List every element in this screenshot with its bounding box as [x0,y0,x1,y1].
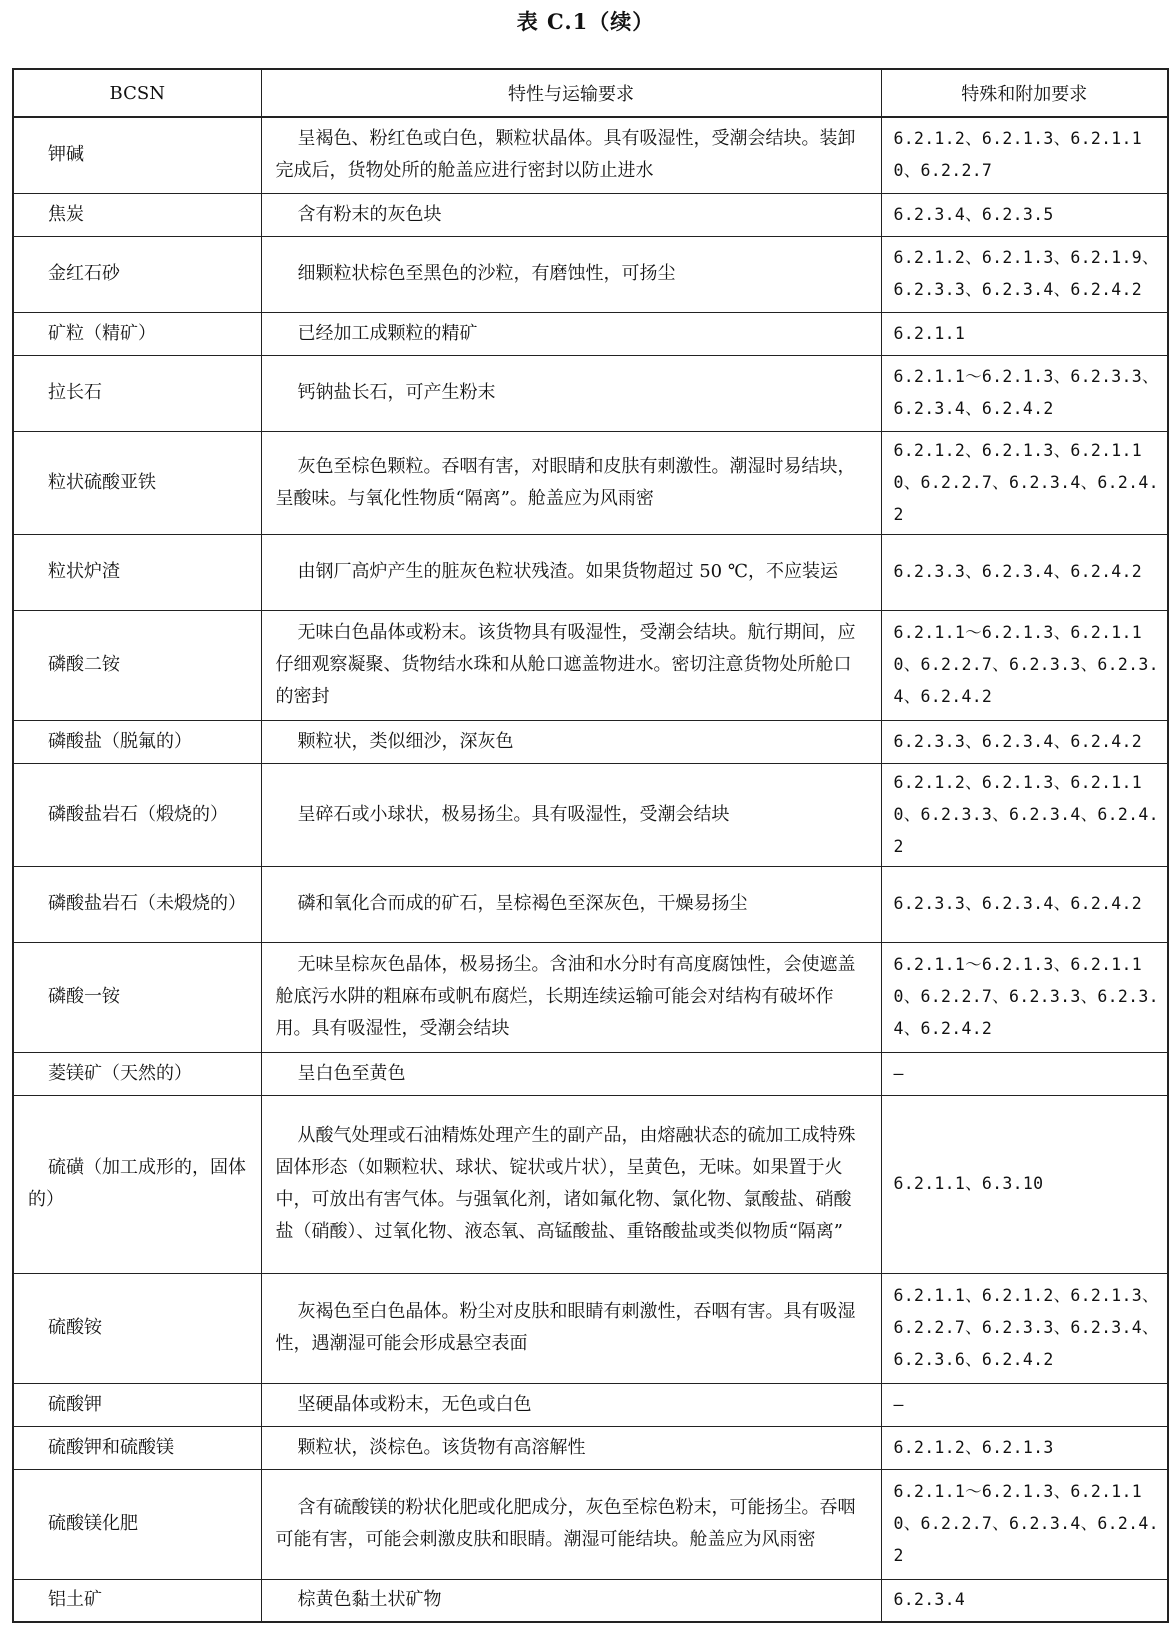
bcsn-name-cell: 硫磺（加工成形的，固体的） [13,1095,261,1273]
table-row [13,1273,1168,1383]
properties-cell: 呈白色至黄色 [261,1052,881,1095]
table-row [13,312,1168,355]
bcsn-name-cell: 硫酸钾和硫酸镁 [13,1426,261,1469]
header-properties: 特性与运输要求 [261,69,881,117]
properties-cell: 灰色至棕色颗粒。吞咽有害，对眼睛和皮肤有刺激性。潮湿时易结块，呈酸味。与氧化性物质“隔离”。舱盖应为风雨密 [261,431,881,534]
properties-cell: 无味白色晶体或粉末。该货物具有吸湿性，受潮会结块。航行期间，应仔细观察凝聚、货物结水珠和从舱口遮盖物进水。密切注意货物处所舱口的密封 [261,610,881,720]
requirements-cell: 6.2.3.4 [881,1579,1168,1622]
properties-cell: 从酸气处理或石油精炼处理产生的副产品，由熔融状态的硫加工成特殊固体形态（如颗粒状、球状、锭状或片状），呈黄色，无味。如果置于火中，可放出有害气体。与强氧化剂，诸如氟化物、氯化物、氯酸盐、硝酸盐（硝酸）、过氧化物、液态氧、高锰酸盐、重铬酸盐或类似物质“隔离” [261,1095,881,1273]
requirements-cell: 6.2.1.1 [881,312,1168,355]
bcsn-name-cell: 磷酸二铵 [13,610,261,720]
requirements-cell: 6.2.1.1～6.2.1.3、6.2.1.10、6.2.2.7、6.2.3.3、6.2.3.4、6.2.4.2 [881,610,1168,720]
table-body [13,117,1168,1622]
table-row [13,534,1168,610]
header-row [13,69,1168,117]
properties-cell: 磷和氧化合而成的矿石，呈棕褐色至深灰色，干燥易扬尘 [261,866,881,942]
properties-cell: 灰褐色至白色晶体。粉尘对皮肤和眼睛有刺激性，吞咽有害。具有吸湿性，遇潮湿可能会形成悬空表面 [261,1273,881,1383]
bcsn-name-cell: 粒状硫酸亚铁 [13,431,261,534]
requirements-cell: 6.2.3.4、6.2.3.5 [881,193,1168,236]
table-row [13,1383,1168,1426]
properties-cell: 颗粒状，淡棕色。该货物有高溶解性 [261,1426,881,1469]
bcsn-name-cell: 磷酸盐（脱氟的） [13,720,261,763]
requirements-cell: 6.2.1.2、6.2.1.3、6.2.1.10、6.2.3.3、6.2.3.4、6.2.4.2 [881,763,1168,866]
table-row [13,1469,1168,1579]
table-row [13,1579,1168,1622]
table-row [13,117,1168,193]
header-bcsn: BCSN [13,69,261,117]
bcsn-name-cell: 拉长石 [13,355,261,431]
bcsn-name-cell: 矿粒（精矿） [13,312,261,355]
bcsn-name-cell: 硫酸钾 [13,1383,261,1426]
table-row [13,763,1168,866]
header-requirements: 特殊和附加要求 [881,69,1168,117]
table-row [13,193,1168,236]
bcsn-name-cell: 硫酸镁化肥 [13,1469,261,1579]
table-row [13,431,1168,534]
properties-cell: 含有粉末的灰色块 [261,193,881,236]
bcsn-name-cell: 硫酸铵 [13,1273,261,1383]
requirements-cell: — [881,1383,1168,1426]
requirements-cell: 6.2.3.3、6.2.3.4、6.2.4.2 [881,866,1168,942]
bcsn-name-cell: 粒状炉渣 [13,534,261,610]
bcsn-name-cell: 金红石砂 [13,236,261,312]
table-title: 表 C.1（续） [516,9,655,34]
properties-cell: 无味呈棕灰色晶体，极易扬尘。含油和水分时有高度腐蚀性，会使遮盖舱底污水阱的粗麻布或帆布腐烂，长期连续运输可能会对结构有破坏作用。具有吸湿性，受潮会结块 [261,942,881,1052]
table-row [13,1095,1168,1273]
table-row [13,866,1168,942]
properties-cell: 呈碎石或小球状，极易扬尘。具有吸湿性，受潮会结块 [261,763,881,866]
requirements-cell: 6.2.1.1～6.2.1.3、6.2.3.3、6.2.3.4、6.2.4.2 [881,355,1168,431]
requirements-cell: 6.2.3.3、6.2.3.4、6.2.4.2 [881,534,1168,610]
requirements-cell: 6.2.1.1、6.3.10 [881,1095,1168,1273]
table-row [13,610,1168,720]
table-row [13,1052,1168,1095]
requirements-cell: 6.2.1.2、6.2.1.3、6.2.1.10、6.2.2.7 [881,117,1168,193]
bcsn-name-cell: 钾碱 [13,117,261,193]
bcsn-name-cell: 磷酸盐岩石（未煅烧的） [13,866,261,942]
requirements-cell: 6.2.1.1、6.2.1.2、6.2.1.3、6.2.2.7、6.2.3.3、6.2.3.4、6.2.3.6、6.2.4.2 [881,1273,1168,1383]
bcsn-name-cell: 磷酸一铵 [13,942,261,1052]
bcsn-name-cell: 菱镁矿（天然的） [13,1052,261,1095]
requirements-cell: 6.2.1.2、6.2.1.3、6.2.1.9、6.2.3.3、6.2.3.4、6.2.4.2 [881,236,1168,312]
requirements-cell: — [881,1052,1168,1095]
table-row [13,1426,1168,1469]
bcsn-name-cell: 铝土矿 [13,1579,261,1622]
properties-cell: 棕黄色黏土状矿物 [261,1579,881,1622]
properties-cell: 颗粒状，类似细沙，深灰色 [261,720,881,763]
table-row [13,355,1168,431]
requirements-cell: 6.2.1.2、6.2.1.3、6.2.1.10、6.2.2.7、6.2.3.4、6.2.4.2 [881,431,1168,534]
bcsn-table [12,68,1169,1623]
table-row [13,236,1168,312]
properties-cell: 含有硫酸镁的粉状化肥或化肥成分，灰色至棕色粉末，可能扬尘。吞咽可能有害，可能会刺激皮肤和眼睛。潮湿可能结块。舱盖应为风雨密 [261,1469,881,1579]
properties-cell: 坚硬晶体或粉末，无色或白色 [261,1383,881,1426]
bcsn-name-cell: 焦炭 [13,193,261,236]
table-row [13,720,1168,763]
properties-cell: 钙钠盐长石，可产生粉末 [261,355,881,431]
bcsn-name-cell: 磷酸盐岩石（煅烧的） [13,763,261,866]
properties-cell: 已经加工成颗粒的精矿 [261,312,881,355]
requirements-cell: 6.2.3.3、6.2.3.4、6.2.4.2 [881,720,1168,763]
requirements-cell: 6.2.1.2、6.2.1.3 [881,1426,1168,1469]
requirements-cell: 6.2.1.1～6.2.1.3、6.2.1.10、6.2.2.7、6.2.3.4、6.2.4.2 [881,1469,1168,1579]
requirements-cell: 6.2.1.1～6.2.1.3、6.2.1.10、6.2.2.7、6.2.3.3、6.2.3.4、6.2.4.2 [881,942,1168,1052]
properties-cell: 细颗粒状棕色至黑色的沙粒，有磨蚀性，可扬尘 [261,236,881,312]
properties-cell: 由钢厂高炉产生的脏灰色粒状残渣。如果货物超过 50 ℃，不应装运 [261,534,881,610]
table-row [13,942,1168,1052]
properties-cell: 呈褐色、粉红色或白色，颗粒状晶体。具有吸湿性，受潮会结块。装卸完成后，货物处所的舱盖应进行密封以防止进水 [261,117,881,193]
